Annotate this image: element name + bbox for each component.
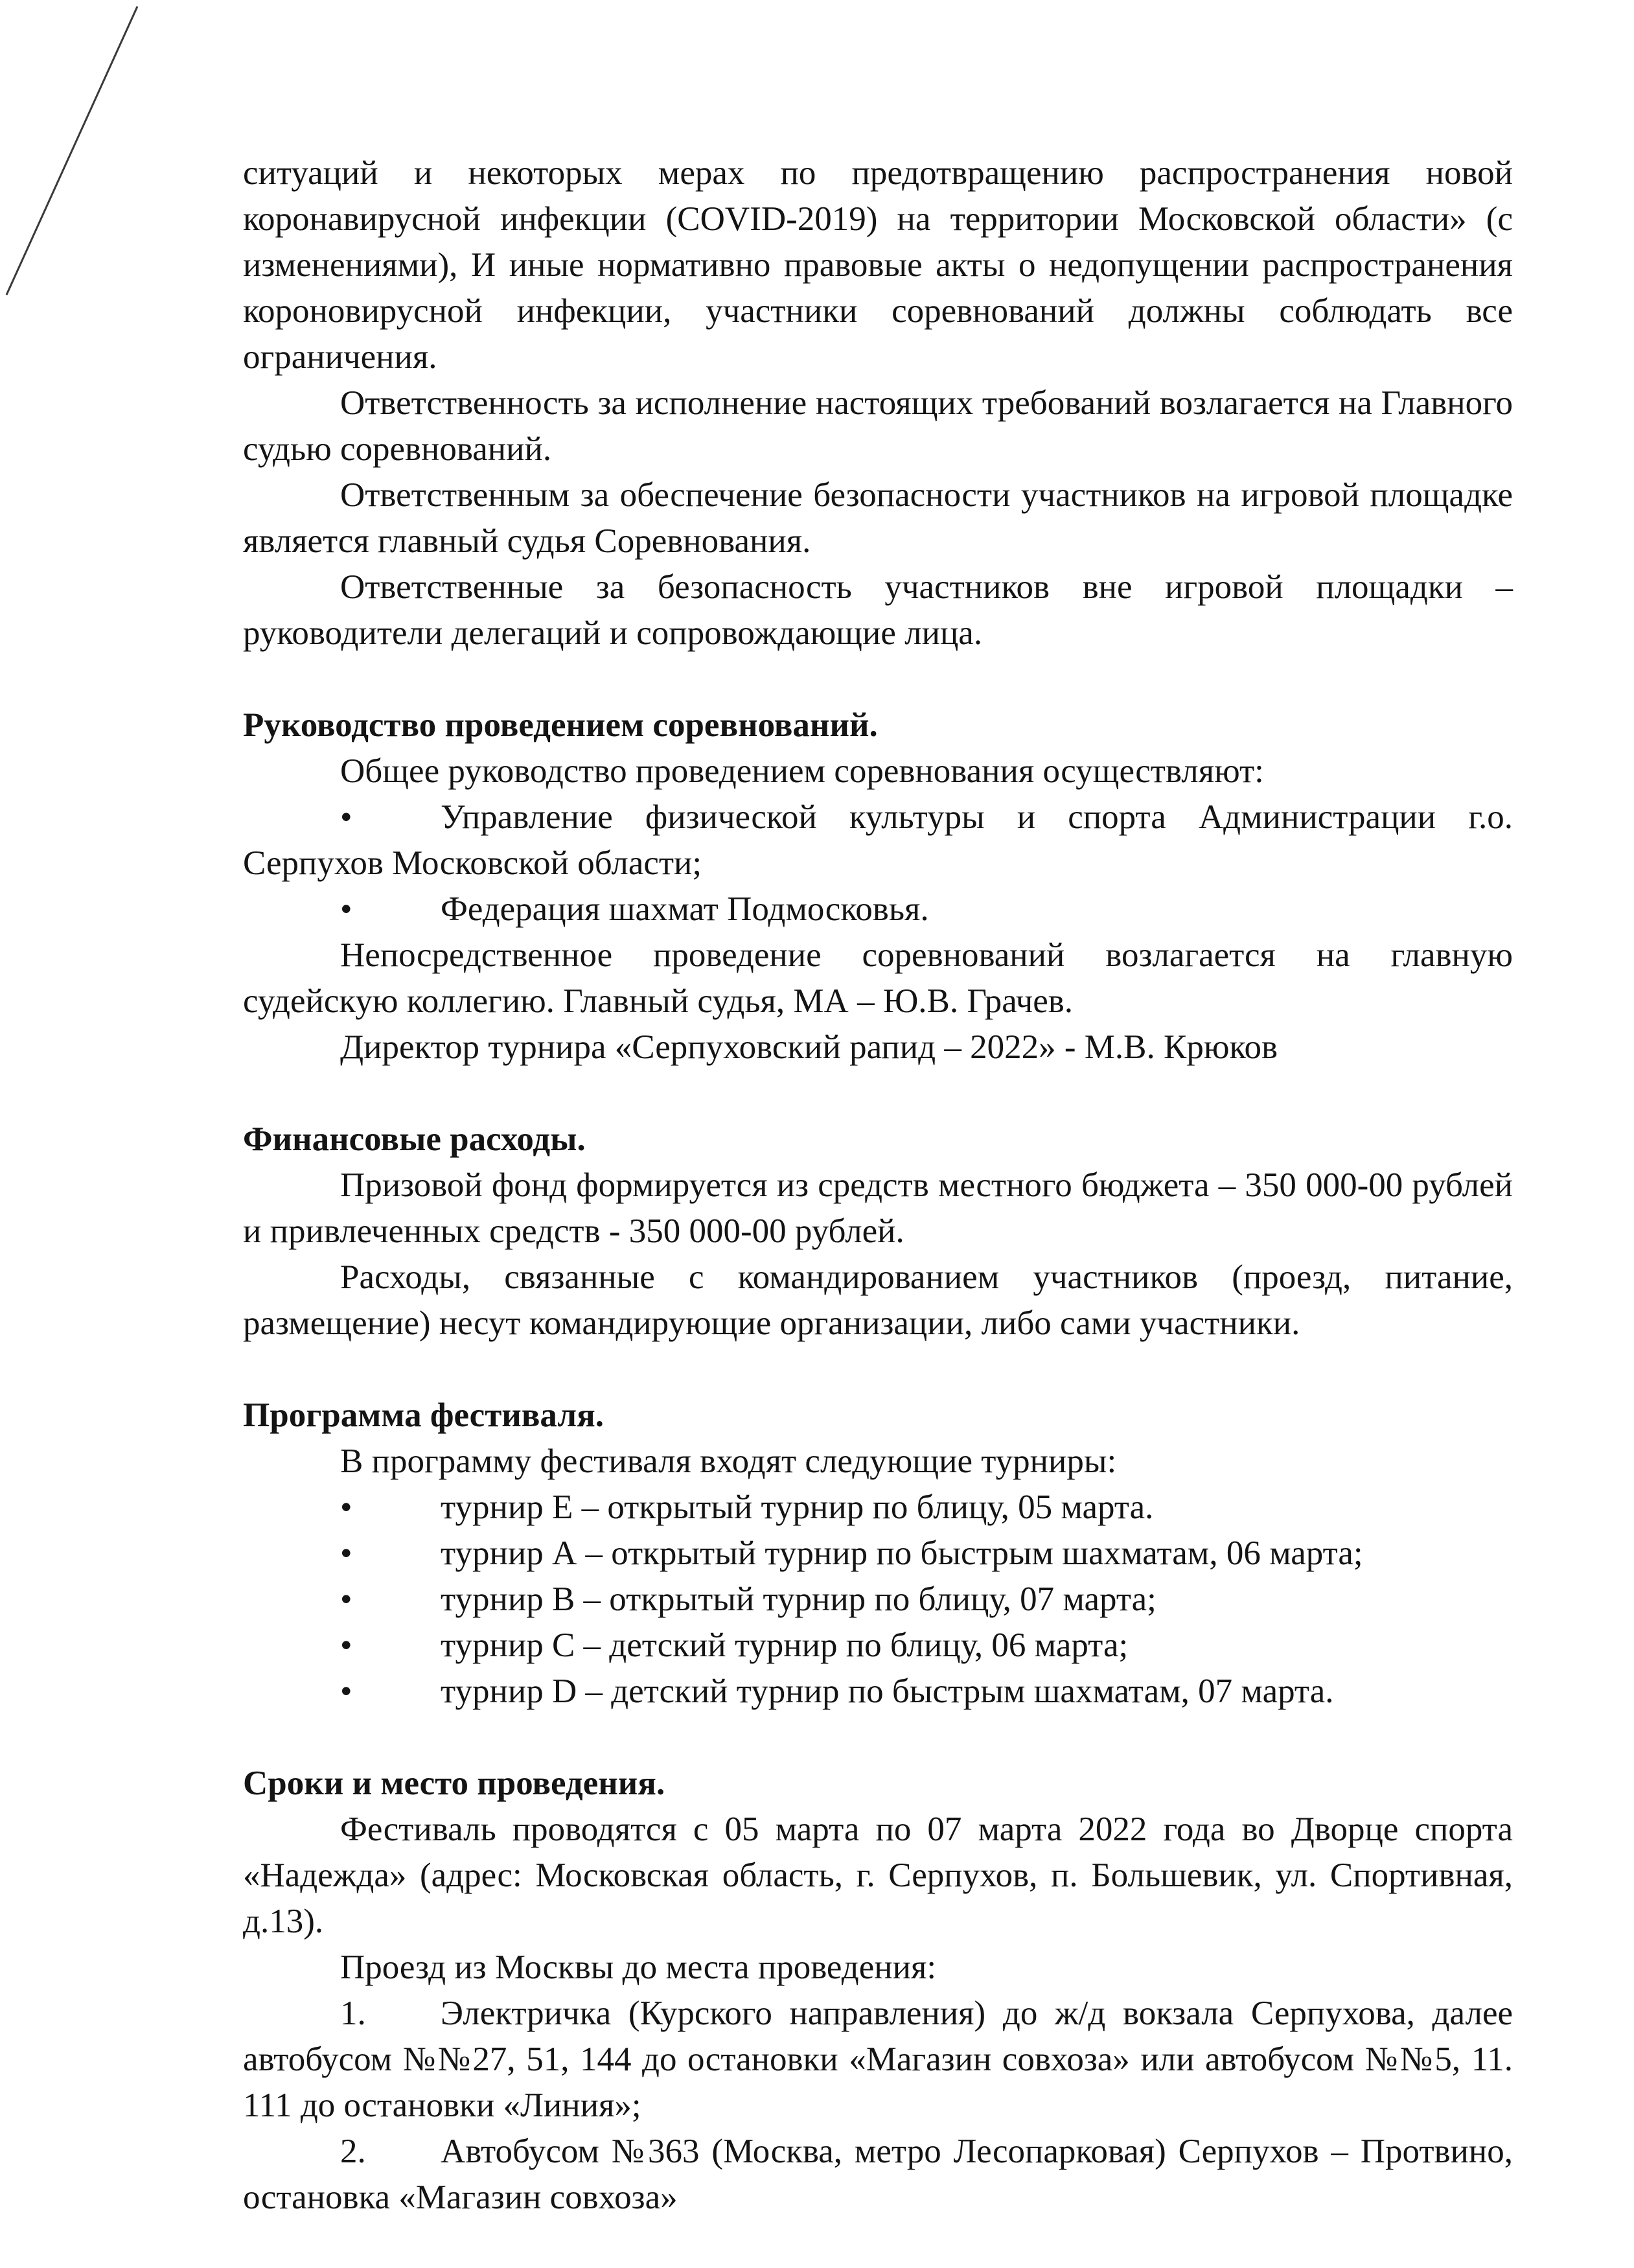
- responsibility-paragraph-2: Ответственным за обеспечение безопасности участников на игровой площадке является главный судья Соревнования.: [243, 476, 1513, 560]
- bullet-icon: •: [340, 1580, 352, 1618]
- tournament-director: Директор турнира «Серпуховский рапид – 2022» - М.В. Крюков: [340, 1028, 1278, 1066]
- tournament-text: турнир С – детский турнир по блицу, 06 марта;: [441, 1626, 1129, 1664]
- bullet-icon: •: [340, 798, 352, 836]
- responsibility-paragraph-1: Ответственность за исполнение настоящих требований возлагается на Главного судью соревнований.: [243, 384, 1513, 468]
- program-lead: В программу фестиваля входят следующие турниры:: [340, 1442, 1117, 1480]
- venue-heading: Сроки и место проведения.: [243, 1765, 665, 1802]
- dates-place-paragraph: Фестиваль проводятся с 05 марта по 07 марта 2022 года во Дворце спорта «Надежда» (адрес: Московская область, г. Серпухов, п. Большевик, ул. Спортивная, д.13).: [243, 1811, 1513, 1940]
- document-body: [243, 150, 1513, 2221]
- management-lead: Общее руководство проведением соревнования осуществляют:: [340, 752, 1264, 790]
- bullet-icon: •: [340, 1488, 352, 1526]
- management-heading: Руководство проведением соревнований.: [243, 706, 878, 744]
- management-list: [243, 794, 1513, 932]
- tournament-text: турнир D – детский турнир по быстрым шахматам, 07 марта.: [441, 1672, 1334, 1710]
- management-item-1: [243, 794, 1513, 886]
- route-text: Автобусом №363 (Москва, метро Лесопарковая) Серпухов – Протвино, остановка «Магазин совхоза»: [243, 2133, 1513, 2216]
- route-item-2: [243, 2129, 1513, 2221]
- scan-edge-line: [0, 0, 168, 337]
- route-item-1: [243, 1991, 1513, 2129]
- travel-lead: Проезд из Москвы до места проведения:: [340, 1949, 937, 1986]
- tournament-item: [243, 1531, 1513, 1577]
- management-item-text: Управление физической культуры и спорта Администрации г.о. Серпухов Московской области;: [243, 798, 1513, 882]
- route-text: Электричка (Курского направления) до ж/д вокзала Серпухова, далее автобусом №№27, 51, 144 до остановки «Магазин совхоза» или автобусом №№5, 11. 111 до остановки «Линия»;: [243, 1995, 1513, 2124]
- direct-management-paragraph: Непосредственное проведение соревнований возлагается на главную судейскую коллегию. Главный судья, МА – Ю.В. Грачев.: [243, 936, 1513, 1020]
- route-number: 2.: [340, 2133, 366, 2170]
- bullet-icon: •: [340, 1534, 352, 1572]
- tournament-item: [243, 1623, 1513, 1669]
- tournament-text: турнир E – открытый турнир по блицу, 05 марта.: [441, 1488, 1154, 1526]
- bullet-icon: •: [340, 890, 352, 928]
- bullet-icon: •: [340, 1626, 352, 1664]
- expenses-paragraph: Расходы, связанные с командированием участников (проезд, питание, размещение) несут командирующие организации, либо сами участники.: [243, 1258, 1513, 1342]
- tournament-item: [243, 1669, 1513, 1715]
- bullet-icon: •: [340, 1672, 352, 1710]
- route-number: 1.: [340, 1995, 366, 2032]
- prize-fund-paragraph: Призовой фонд формируется из средств местного бюджета – 350 000-00 рублей и привлеченных средств - 350 000-00 рублей.: [243, 1166, 1513, 1250]
- tournament-text: турнир А – открытый турнир по быстрым шахматам, 06 марта;: [441, 1534, 1363, 1572]
- tournament-item: [243, 1485, 1513, 1531]
- responsibility-paragraph-3: Ответственные за безопасность участников вне игровой площадки – руководители делегаций и сопровождающие лица.: [243, 568, 1513, 652]
- tournament-item: [243, 1577, 1513, 1623]
- program-heading: Программа фестиваля.: [243, 1396, 604, 1434]
- management-item-text: Федерация шахмат Подмосковья.: [441, 890, 929, 928]
- management-item-2: [243, 886, 1513, 932]
- covid-paragraph: ситуаций и некоторых мерах по предотвращению распространения новой коронавирусной инфекции (COVID-2019) на территории Московской области» (с изменениями), И иные нормативно правовые акты о недопущении распространения короновирусной инфекции, участники соревнований должны соблюдать все ограничения.: [243, 154, 1513, 376]
- finance-heading: Финансовые расходы.: [243, 1120, 586, 1158]
- tournament-text: турнир В – открытый турнир по блицу, 07 марта;: [441, 1580, 1156, 1618]
- tournament-list: [243, 1485, 1513, 1715]
